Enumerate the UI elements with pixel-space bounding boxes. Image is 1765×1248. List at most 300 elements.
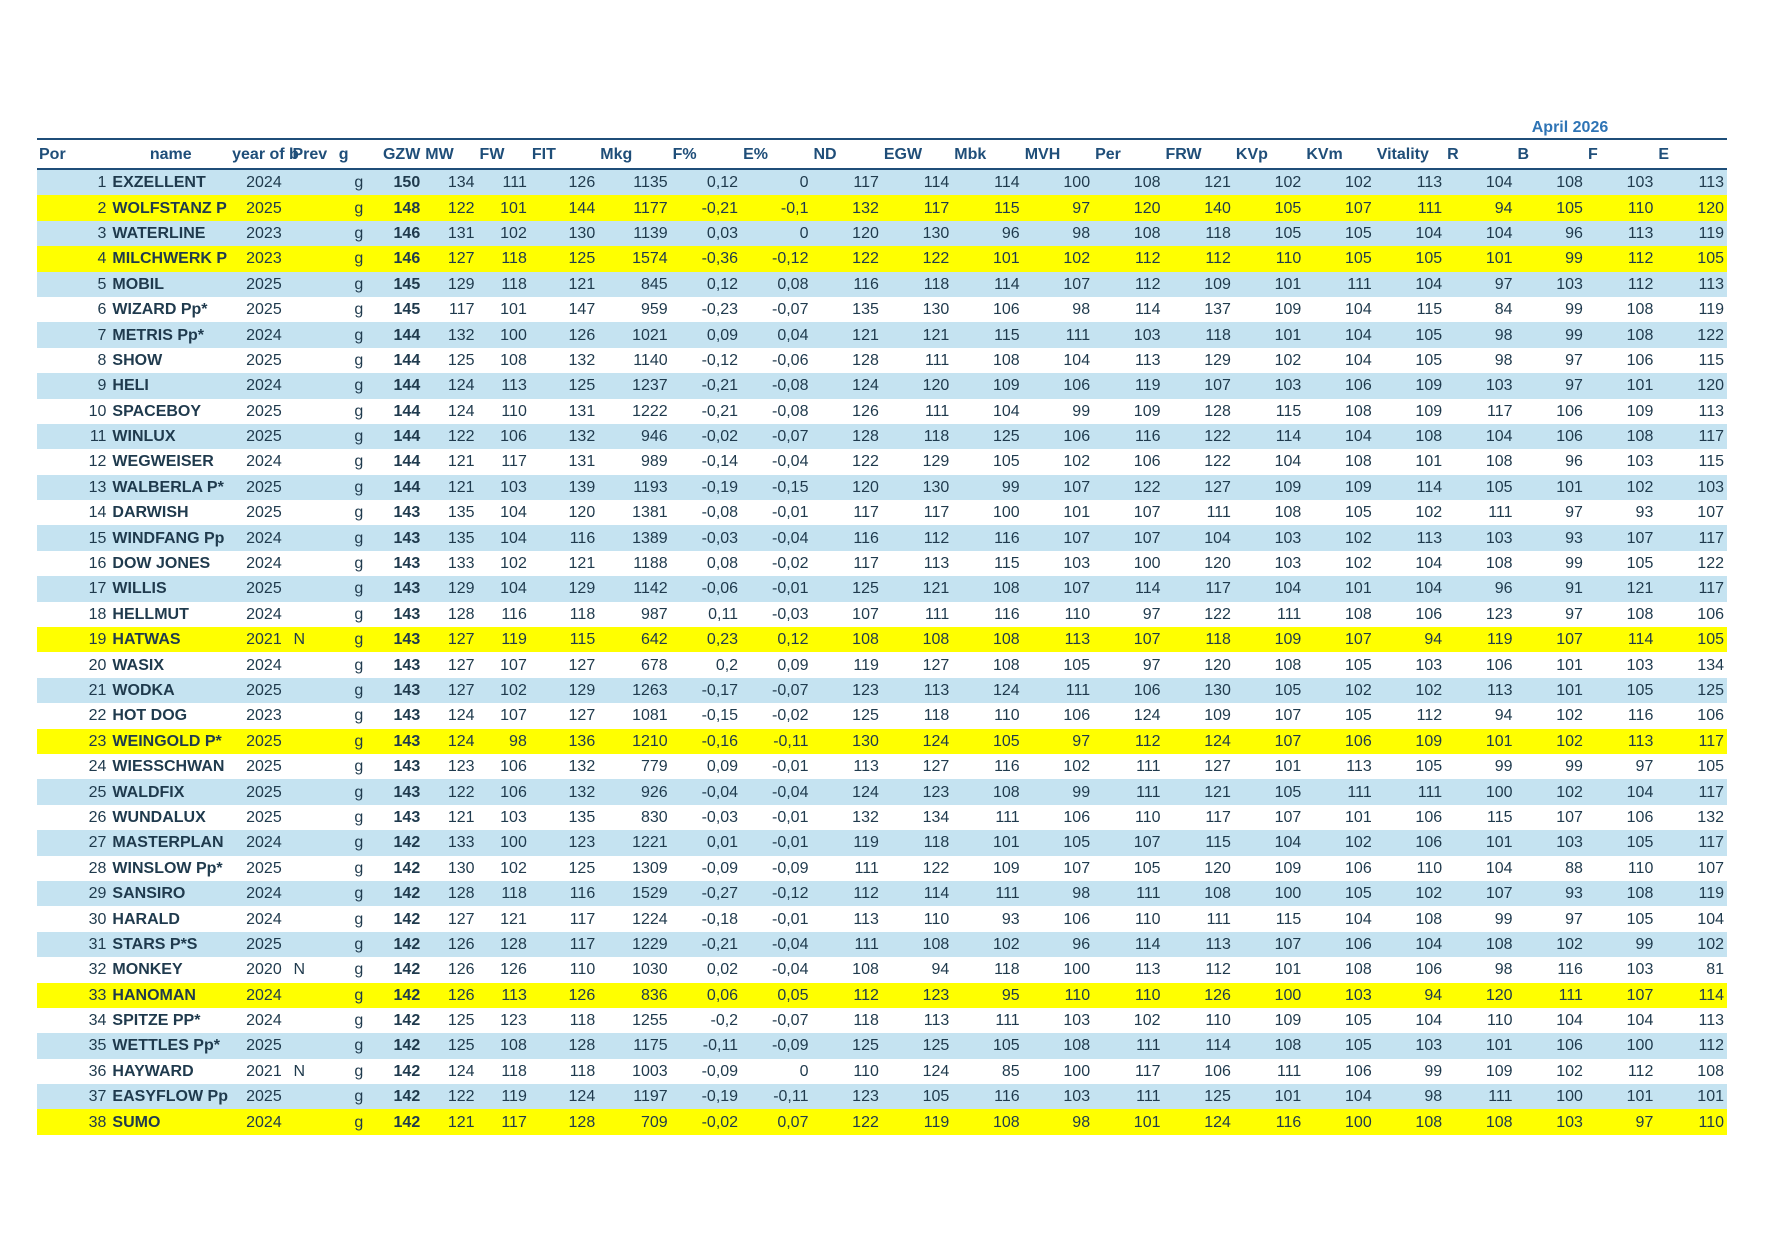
prev-cell <box>290 1008 336 1033</box>
kvp-cell: 107 <box>1234 805 1304 830</box>
mvh-cell: 111 <box>1023 322 1093 347</box>
nd-cell: 123 <box>811 1084 881 1109</box>
bull-name-cell: HOT DOG <box>109 703 230 728</box>
column-header[interactable]: B <box>1516 139 1586 169</box>
column-header[interactable]: Mbk <box>952 139 1022 169</box>
prev-cell <box>290 551 336 576</box>
bull-name-cell: SANSIRO <box>109 881 230 906</box>
table-row[interactable] <box>37 1084 1727 1109</box>
column-header[interactable]: F% <box>671 139 741 169</box>
column-header[interactable]: F <box>1586 139 1656 169</box>
kvp-cell: 109 <box>1234 627 1304 652</box>
mkg-cell: 1389 <box>598 525 670 550</box>
table-row[interactable] <box>37 525 1727 550</box>
kvm-cell: 104 <box>1304 906 1374 931</box>
frw-cell: 124 <box>1164 729 1234 754</box>
kvp-cell: 101 <box>1234 1084 1304 1109</box>
g-cell: g <box>337 1084 381 1109</box>
table-row[interactable] <box>37 424 1727 449</box>
mkg-cell: 1081 <box>598 703 670 728</box>
vit-cell: 99 <box>1375 1059 1445 1084</box>
fw-cell: 103 <box>478 475 530 500</box>
fit-cell: 131 <box>530 399 598 424</box>
ep-cell: -0,01 <box>741 500 811 525</box>
prev-cell <box>290 525 336 550</box>
bull-name-cell: METRIS Pp* <box>109 322 230 347</box>
table-row[interactable] <box>37 881 1727 906</box>
fit-cell: 129 <box>530 576 598 601</box>
column-header[interactable]: name <box>109 139 230 169</box>
ep-cell: -0,08 <box>741 399 811 424</box>
table-row[interactable] <box>37 348 1727 373</box>
column-header[interactable]: R <box>1445 139 1515 169</box>
table-row[interactable] <box>37 703 1727 728</box>
mvh-cell: 102 <box>1023 449 1093 474</box>
rank-cell: 11 <box>37 424 109 449</box>
rank-cell: 29 <box>37 881 109 906</box>
kvm-cell: 105 <box>1304 881 1374 906</box>
rank-cell: 5 <box>37 272 109 297</box>
gzw-cell: 142 <box>381 1059 423 1084</box>
mbk-cell: 108 <box>952 1109 1022 1134</box>
prev-cell <box>290 652 336 677</box>
column-header[interactable]: Por <box>37 139 109 169</box>
nd-cell: 123 <box>811 678 881 703</box>
mkg-cell: 1237 <box>598 373 670 398</box>
e-cell: 104 <box>1656 906 1727 931</box>
vit-cell: 111 <box>1375 779 1445 804</box>
mkg-cell: 1188 <box>598 551 670 576</box>
nd-cell: 108 <box>811 627 881 652</box>
nd-cell: 125 <box>811 703 881 728</box>
column-header[interactable]: Per <box>1093 139 1163 169</box>
column-header[interactable]: g <box>337 139 381 169</box>
table-row[interactable] <box>37 195 1727 220</box>
rank-cell: 35 <box>37 1033 109 1058</box>
bull-name-cell: HATWAS <box>109 627 230 652</box>
gzw-cell: 143 <box>381 627 423 652</box>
fp-cell: -0,11 <box>671 1033 741 1058</box>
column-header[interactable]: MW <box>423 139 477 169</box>
e-cell: 117 <box>1656 729 1727 754</box>
column-header[interactable]: year of b <box>230 139 290 169</box>
per-cell: 108 <box>1093 169 1163 195</box>
mvh-cell: 103 <box>1023 1008 1093 1033</box>
b-cell: 107 <box>1516 805 1586 830</box>
vit-cell: 109 <box>1375 399 1445 424</box>
rank-cell: 19 <box>37 627 109 652</box>
bull-name-cell: EASYFLOW Pp <box>109 1084 230 1109</box>
year-cell: 2024 <box>230 1008 290 1033</box>
bull-name-cell: WIZARD Pp* <box>109 297 230 322</box>
column-header[interactable]: E% <box>741 139 811 169</box>
egw-cell: 94 <box>882 957 952 982</box>
e-cell: 105 <box>1656 246 1727 271</box>
per-cell: 97 <box>1093 602 1163 627</box>
table-row[interactable] <box>37 1008 1727 1033</box>
kvm-cell: 104 <box>1304 322 1374 347</box>
egw-cell: 118 <box>882 424 952 449</box>
gzw-cell: 144 <box>381 424 423 449</box>
mvh-cell: 100 <box>1023 169 1093 195</box>
fp-cell: -0,03 <box>671 805 741 830</box>
mbk-cell: 106 <box>952 297 1022 322</box>
f-cell: 109 <box>1586 399 1656 424</box>
table-row[interactable] <box>37 373 1727 398</box>
b-cell: 96 <box>1516 221 1586 246</box>
column-header[interactable]: KVm <box>1304 139 1374 169</box>
kvm-cell: 105 <box>1304 1033 1374 1058</box>
column-header[interactable]: Prev <box>290 139 336 169</box>
e-cell: 122 <box>1656 322 1727 347</box>
g-cell: g <box>337 169 381 195</box>
r-cell: 108 <box>1445 1109 1515 1134</box>
mw-cell: 126 <box>423 957 477 982</box>
vit-cell: 106 <box>1375 830 1445 855</box>
mbk-cell: 115 <box>952 551 1022 576</box>
bull-name-cell: HELLMUT <box>109 602 230 627</box>
table-row[interactable] <box>37 322 1727 347</box>
mw-cell: 117 <box>423 297 477 322</box>
kvp-cell: 111 <box>1234 602 1304 627</box>
vit-cell: 104 <box>1375 551 1445 576</box>
per-cell: 107 <box>1093 500 1163 525</box>
f-cell: 99 <box>1586 932 1656 957</box>
r-cell: 99 <box>1445 754 1515 779</box>
kvm-cell: 104 <box>1304 297 1374 322</box>
fw-cell: 110 <box>478 399 530 424</box>
kvp-cell: 101 <box>1234 322 1304 347</box>
r-cell: 108 <box>1445 449 1515 474</box>
gzw-cell: 142 <box>381 856 423 881</box>
table-row[interactable] <box>37 297 1727 322</box>
column-header[interactable]: E <box>1656 139 1727 169</box>
r-cell: 108 <box>1445 551 1515 576</box>
table-row[interactable] <box>37 1059 1727 1084</box>
per-cell: 112 <box>1093 272 1163 297</box>
fit-cell: 115 <box>530 627 598 652</box>
kvp-cell: 101 <box>1234 754 1304 779</box>
mkg-cell: 1255 <box>598 1008 670 1033</box>
column-header[interactable]: Mkg <box>598 139 670 169</box>
bull-name-cell: WALBERLA P* <box>109 475 230 500</box>
fp-cell: -0,12 <box>671 348 741 373</box>
column-header[interactable]: KVp <box>1234 139 1304 169</box>
bull-name-cell: HELI <box>109 373 230 398</box>
table-row[interactable] <box>37 449 1727 474</box>
per-cell: 106 <box>1093 678 1163 703</box>
nd-cell: 124 <box>811 779 881 804</box>
vit-cell: 104 <box>1375 221 1445 246</box>
table-row[interactable] <box>37 627 1727 652</box>
vit-cell: 105 <box>1375 348 1445 373</box>
table-row[interactable] <box>37 246 1727 271</box>
bull-name-cell: WIESSCHWAN <box>109 754 230 779</box>
mw-cell: 127 <box>423 246 477 271</box>
kvp-cell: 100 <box>1234 881 1304 906</box>
b-cell: 102 <box>1516 932 1586 957</box>
mvh-cell: 98 <box>1023 297 1093 322</box>
fw-cell: 113 <box>478 983 530 1008</box>
gzw-cell: 143 <box>381 525 423 550</box>
prev-cell <box>290 399 336 424</box>
f-cell: 116 <box>1586 703 1656 728</box>
table-row[interactable] <box>37 932 1727 957</box>
egw-cell: 122 <box>882 246 952 271</box>
mbk-cell: 105 <box>952 729 1022 754</box>
year-cell: 2025 <box>230 1033 290 1058</box>
bull-name-cell: HAYWARD <box>109 1059 230 1084</box>
table-row[interactable] <box>37 1109 1727 1134</box>
column-header[interactable]: ND <box>811 139 881 169</box>
mbk-cell: 114 <box>952 272 1022 297</box>
kvp-cell: 104 <box>1234 830 1304 855</box>
mvh-cell: 102 <box>1023 754 1093 779</box>
prev-cell <box>290 322 336 347</box>
vit-cell: 106 <box>1375 805 1445 830</box>
vit-cell: 102 <box>1375 881 1445 906</box>
g-cell: g <box>337 602 381 627</box>
per-cell: 100 <box>1093 551 1163 576</box>
prev-cell <box>290 221 336 246</box>
fw-cell: 106 <box>478 779 530 804</box>
fw-cell: 121 <box>478 906 530 931</box>
table-row[interactable] <box>37 830 1727 855</box>
mkg-cell: 1139 <box>598 221 670 246</box>
fp-cell: -0,21 <box>671 373 741 398</box>
prev-cell <box>290 805 336 830</box>
mw-cell: 127 <box>423 678 477 703</box>
rank-cell: 18 <box>37 602 109 627</box>
fp-cell: -0,09 <box>671 856 741 881</box>
table-row[interactable] <box>37 779 1727 804</box>
b-cell: 106 <box>1516 424 1586 449</box>
e-cell: 101 <box>1656 1084 1727 1109</box>
kvm-cell: 105 <box>1304 652 1374 677</box>
gzw-cell: 145 <box>381 272 423 297</box>
g-cell: g <box>337 373 381 398</box>
column-header[interactable]: Vitality <box>1375 139 1445 169</box>
year-cell: 2025 <box>230 779 290 804</box>
prev-cell <box>290 1033 336 1058</box>
gzw-cell: 143 <box>381 805 423 830</box>
ep-cell: -0,01 <box>741 576 811 601</box>
e-cell: 117 <box>1656 525 1727 550</box>
rank-cell: 16 <box>37 551 109 576</box>
fp-cell: -0,08 <box>671 500 741 525</box>
bull-name-cell: DOW JONES <box>109 551 230 576</box>
mbk-cell: 104 <box>952 399 1022 424</box>
f-cell: 112 <box>1586 246 1656 271</box>
r-cell: 103 <box>1445 525 1515 550</box>
table-row[interactable] <box>37 399 1727 424</box>
bull-name-cell: SHOW <box>109 348 230 373</box>
gzw-cell: 146 <box>381 221 423 246</box>
b-cell: 93 <box>1516 881 1586 906</box>
nd-cell: 130 <box>811 729 881 754</box>
bull-name-cell: WINLUX <box>109 424 230 449</box>
mw-cell: 129 <box>423 272 477 297</box>
kvp-cell: 101 <box>1234 272 1304 297</box>
nd-cell: 119 <box>811 652 881 677</box>
table-row[interactable] <box>37 856 1727 881</box>
kvm-cell: 102 <box>1304 551 1374 576</box>
prev-cell <box>290 424 336 449</box>
rank-cell: 33 <box>37 983 109 1008</box>
table-row[interactable] <box>37 221 1727 246</box>
frw-cell: 127 <box>1164 754 1234 779</box>
fit-cell: 126 <box>530 322 598 347</box>
mw-cell: 122 <box>423 424 477 449</box>
egw-cell: 125 <box>882 1033 952 1058</box>
r-cell: 115 <box>1445 805 1515 830</box>
fp-cell: -0,03 <box>671 525 741 550</box>
fw-cell: 107 <box>478 703 530 728</box>
mbk-cell: 108 <box>952 779 1022 804</box>
kvp-cell: 109 <box>1234 297 1304 322</box>
mkg-cell: 709 <box>598 1109 670 1134</box>
column-header[interactable]: FRW <box>1164 139 1234 169</box>
column-header[interactable]: GZW <box>381 139 423 169</box>
table-row[interactable] <box>37 805 1727 830</box>
f-cell: 113 <box>1586 729 1656 754</box>
b-cell: 99 <box>1516 754 1586 779</box>
prev-cell <box>290 475 336 500</box>
nd-cell: 125 <box>811 576 881 601</box>
ep-cell: -0,01 <box>741 906 811 931</box>
table-row[interactable] <box>37 169 1727 195</box>
table-row[interactable] <box>37 729 1727 754</box>
mvh-cell: 101 <box>1023 500 1093 525</box>
prev-cell <box>290 246 336 271</box>
ep-cell: -0,04 <box>741 779 811 804</box>
bull-name-cell: MOBIL <box>109 272 230 297</box>
fit-cell: 126 <box>530 169 598 195</box>
table-row[interactable] <box>37 754 1727 779</box>
table-row[interactable] <box>37 678 1727 703</box>
g-cell: g <box>337 195 381 220</box>
mkg-cell: 1381 <box>598 500 670 525</box>
f-cell: 101 <box>1586 1084 1656 1109</box>
mbk-cell: 105 <box>952 449 1022 474</box>
mkg-cell: 989 <box>598 449 670 474</box>
mbk-cell: 111 <box>952 1008 1022 1033</box>
r-cell: 94 <box>1445 703 1515 728</box>
fp-cell: 0,06 <box>671 983 741 1008</box>
table-row[interactable] <box>37 500 1727 525</box>
mkg-cell: 1177 <box>598 195 670 220</box>
ep-cell: 0,12 <box>741 627 811 652</box>
fw-cell: 117 <box>478 1109 530 1134</box>
f-cell: 121 <box>1586 576 1656 601</box>
rank-cell: 31 <box>37 932 109 957</box>
table-row[interactable] <box>37 1033 1727 1058</box>
kvm-cell: 103 <box>1304 983 1374 1008</box>
mkg-cell: 1529 <box>598 881 670 906</box>
ep-cell: 0,08 <box>741 272 811 297</box>
column-header[interactable]: FW <box>478 139 530 169</box>
nd-cell: 112 <box>811 983 881 1008</box>
r-cell: 113 <box>1445 678 1515 703</box>
table-row[interactable] <box>37 576 1727 601</box>
fit-cell: 132 <box>530 754 598 779</box>
r-cell: 104 <box>1445 169 1515 195</box>
column-header[interactable]: MVH <box>1023 139 1093 169</box>
nd-cell: 128 <box>811 348 881 373</box>
g-cell: g <box>337 1008 381 1033</box>
fp-cell: -0,02 <box>671 424 741 449</box>
table-row[interactable] <box>37 983 1727 1008</box>
nd-cell: 124 <box>811 373 881 398</box>
kvm-cell: 106 <box>1304 856 1374 881</box>
mvh-cell: 106 <box>1023 906 1093 931</box>
kvp-cell: 108 <box>1234 652 1304 677</box>
fw-cell: 101 <box>478 297 530 322</box>
e-cell: 125 <box>1656 678 1727 703</box>
mw-cell: 129 <box>423 576 477 601</box>
per-cell: 108 <box>1093 221 1163 246</box>
mw-cell: 128 <box>423 602 477 627</box>
per-cell: 111 <box>1093 1033 1163 1058</box>
f-cell: 106 <box>1586 348 1656 373</box>
bull-name-cell: WASIX <box>109 652 230 677</box>
prev-cell <box>290 1109 336 1134</box>
nd-cell: 118 <box>811 1008 881 1033</box>
table-row[interactable] <box>37 475 1727 500</box>
g-cell: g <box>337 779 381 804</box>
f-cell: 108 <box>1586 881 1656 906</box>
mbk-cell: 125 <box>952 424 1022 449</box>
column-header[interactable]: EGW <box>882 139 952 169</box>
prev-cell <box>290 195 336 220</box>
bull-name-cell: SPACEBOY <box>109 399 230 424</box>
per-cell: 112 <box>1093 246 1163 271</box>
f-cell: 105 <box>1586 551 1656 576</box>
b-cell: 102 <box>1516 729 1586 754</box>
nd-cell: 122 <box>811 1109 881 1134</box>
mvh-cell: 102 <box>1023 246 1093 271</box>
gzw-cell: 143 <box>381 500 423 525</box>
e-cell: 105 <box>1656 627 1727 652</box>
b-cell: 97 <box>1516 500 1586 525</box>
e-cell: 105 <box>1656 754 1727 779</box>
table-row[interactable] <box>37 652 1727 677</box>
table-row[interactable] <box>37 602 1727 627</box>
table-row[interactable] <box>37 906 1727 931</box>
fit-cell: 131 <box>530 449 598 474</box>
bull-name-cell: WUNDALUX <box>109 805 230 830</box>
ep-cell: -0,04 <box>741 449 811 474</box>
per-cell: 111 <box>1093 754 1163 779</box>
e-cell: 117 <box>1656 424 1727 449</box>
table-row[interactable] <box>37 957 1727 982</box>
fit-cell: 130 <box>530 221 598 246</box>
vit-cell: 108 <box>1375 906 1445 931</box>
per-cell: 102 <box>1093 1008 1163 1033</box>
b-cell: 88 <box>1516 856 1586 881</box>
column-header[interactable]: FIT <box>530 139 598 169</box>
fit-cell: 147 <box>530 297 598 322</box>
table-row[interactable] <box>37 272 1727 297</box>
fit-cell: 125 <box>530 246 598 271</box>
vit-cell: 94 <box>1375 983 1445 1008</box>
table-row[interactable] <box>37 551 1727 576</box>
mw-cell: 128 <box>423 881 477 906</box>
kvm-cell: 106 <box>1304 373 1374 398</box>
year-cell: 2024 <box>230 906 290 931</box>
mw-cell: 121 <box>423 449 477 474</box>
year-cell: 2024 <box>230 830 290 855</box>
